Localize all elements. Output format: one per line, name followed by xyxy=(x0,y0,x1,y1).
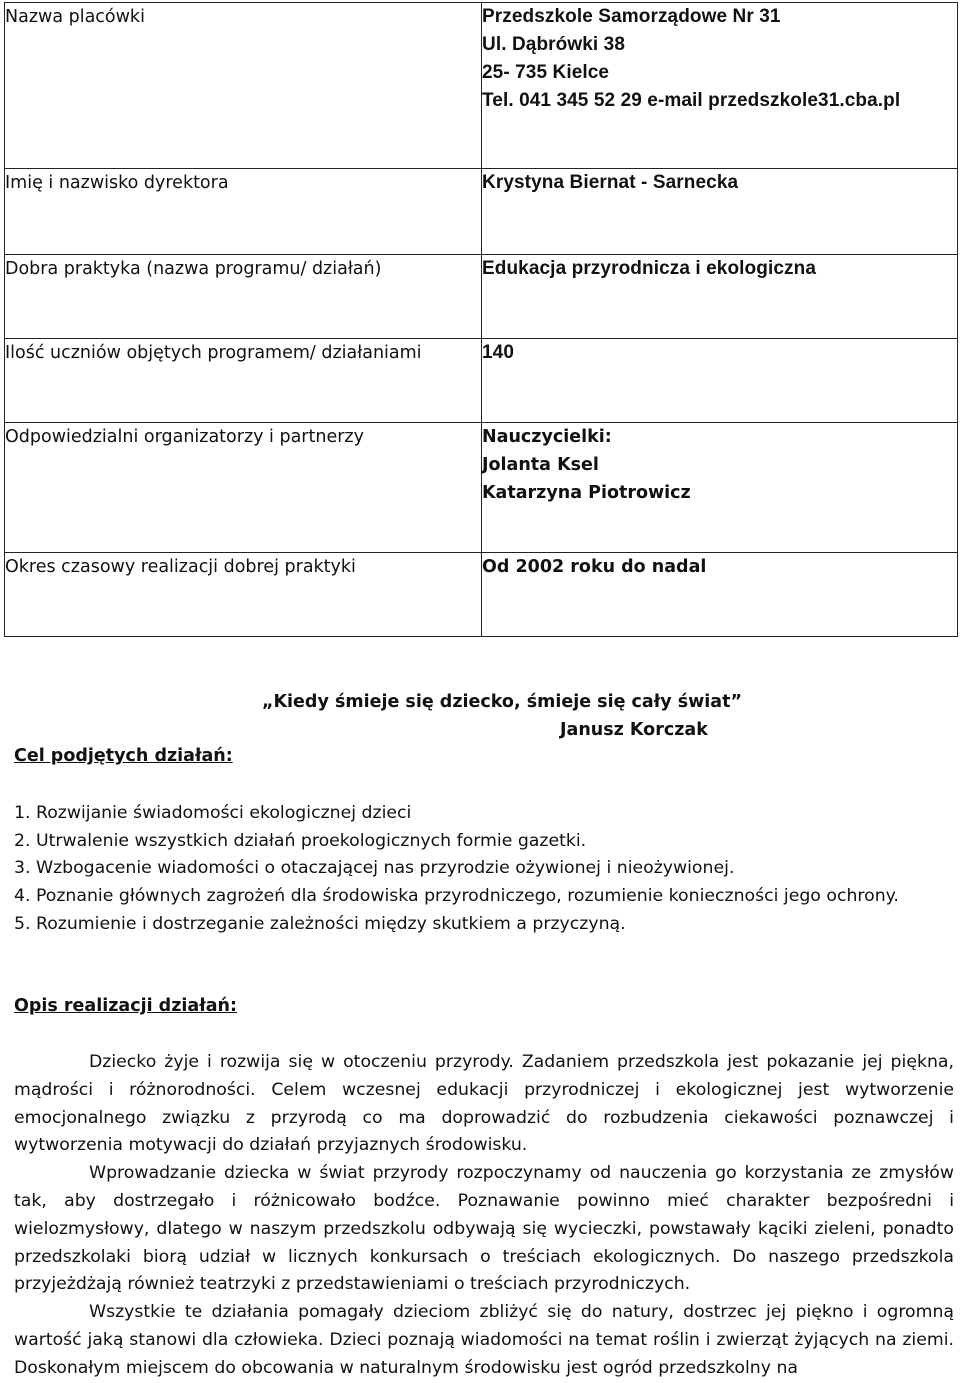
motto-author: Janusz Korczak xyxy=(560,720,708,740)
description-paragraph: Wszystkie te działania pomagały dzieciom zbliżyć się do natury, dostrzec jej piękno i ogromną wartość jaką stanowi dla człowieka. Dzieci poznają wiadomości na temat roślin i zwierząt żyjących na ziemi. Doskonałym miejscem do obcowania w naturalnym środowisku jest ogród przedszkolny na xyxy=(14,1302,954,1378)
program-name: Edukacja przyrodnicza i ekologiczna xyxy=(482,258,816,279)
director-name: Krystyna Biernat - Sarnecka xyxy=(482,172,739,193)
facility-street: Ul. Dąbrówki 38 xyxy=(482,34,625,55)
table-row-director xyxy=(5,169,958,255)
table-row-program xyxy=(5,255,958,339)
table-row-facility xyxy=(5,3,958,169)
facility-contact: Tel. 041 345 52 29 e-mail przedszkole31.cba.pl xyxy=(482,90,901,111)
period-value: Od 2002 roku do nadal xyxy=(482,557,707,577)
list-item: 3. Wzbogacenie wiadomości o otaczającej nas przyrodzie ożywionej i nieożywionej. xyxy=(14,858,735,879)
organizer-2: Katarzyna Piotrowicz xyxy=(482,483,691,503)
label-director: Imię i nazwisko dyrektora xyxy=(5,169,482,255)
table-row-students xyxy=(5,339,958,423)
list-item: 5. Rozumienie i dostrzeganie zależności między skutkiem a przyczyną. xyxy=(14,913,626,934)
list-item: 4. Poznanie głównych zagrożeń dla środowiska przyrodniczego, rozumienie konieczności jego ochrony. xyxy=(14,886,899,907)
description-body xyxy=(14,1049,954,1383)
list-item: 2. Utrwalenie wszystkich działań proekologicznych formie gazetki. xyxy=(14,830,587,851)
table-row-period xyxy=(5,553,958,637)
value-period xyxy=(482,553,958,637)
label-program: Dobra praktyka (nazwa programu/ działań) xyxy=(5,255,482,339)
label-facility-name: Nazwa placówki xyxy=(5,3,482,169)
label-organizers: Odpowiedzialni organizatorzy i partnerzy xyxy=(5,423,482,553)
facility-name: Przedszkole Samorządowe Nr 31 xyxy=(482,6,781,27)
organizers-heading: Nauczycielki: xyxy=(482,427,612,447)
description-heading: Opis realizacji działań: xyxy=(14,996,237,1016)
organizer-1: Jolanta Ksel xyxy=(482,455,599,475)
info-table xyxy=(4,2,958,637)
value-students xyxy=(482,339,958,423)
label-period: Okres czasowy realizacji dobrej praktyki xyxy=(5,553,482,637)
value-program xyxy=(482,255,958,339)
goals-list xyxy=(14,800,914,939)
table-row-organizers xyxy=(5,423,958,553)
value-organizers xyxy=(482,423,958,553)
value-director xyxy=(482,169,958,255)
value-facility-name xyxy=(482,3,958,169)
students-count: 140 xyxy=(482,342,515,363)
label-students: Ilość uczniów objętych programem/ działaniami xyxy=(5,339,482,423)
motto-quote: „Kiedy śmieje się dziecko, śmieje się cały świat” xyxy=(262,692,742,712)
description-paragraph: Wprowadzanie dziecka w świat przyrody rozpoczynamy od nauczenia go korzystania ze zmysłów tak, aby dostrzegało i różnicowało bodźce. Poznawanie powinno mieć charakter bezpośredni i wielozmysłowy, dlatego w naszym przedszkolu odbywają się wycieczki, powstawały kąciki zieleni, ponadto przedszkolaki biorą udział w licznych konkursach o treściach ekologicznych. Do naszego przedszkola przyjeżdżają również teatrzyki z przedstawieniami o treściach przyrodniczych. xyxy=(14,1163,954,1295)
goals-heading: Cel podjętych działań: xyxy=(14,746,233,766)
list-item: 1. Rozwijanie świadomości ekologicznej dzieci xyxy=(14,803,412,823)
facility-city: 25- 735 Kielce xyxy=(482,62,610,83)
description-paragraph: Dziecko żyje i rozwija się w otoczeniu przyrody. Zadaniem przedszkola jest pokazanie jej piękna, mądrości i różnorodności. Celem wczesnej edukacji przyrodniczej i ekologicznej jest wytworzenie emocjonalnego związku z przyrodą co ma doprowadzić do rozbudzenia ciekawości poznawczej i wytworzenia motywacji do działań przyjaznych środowisku. xyxy=(14,1052,954,1156)
